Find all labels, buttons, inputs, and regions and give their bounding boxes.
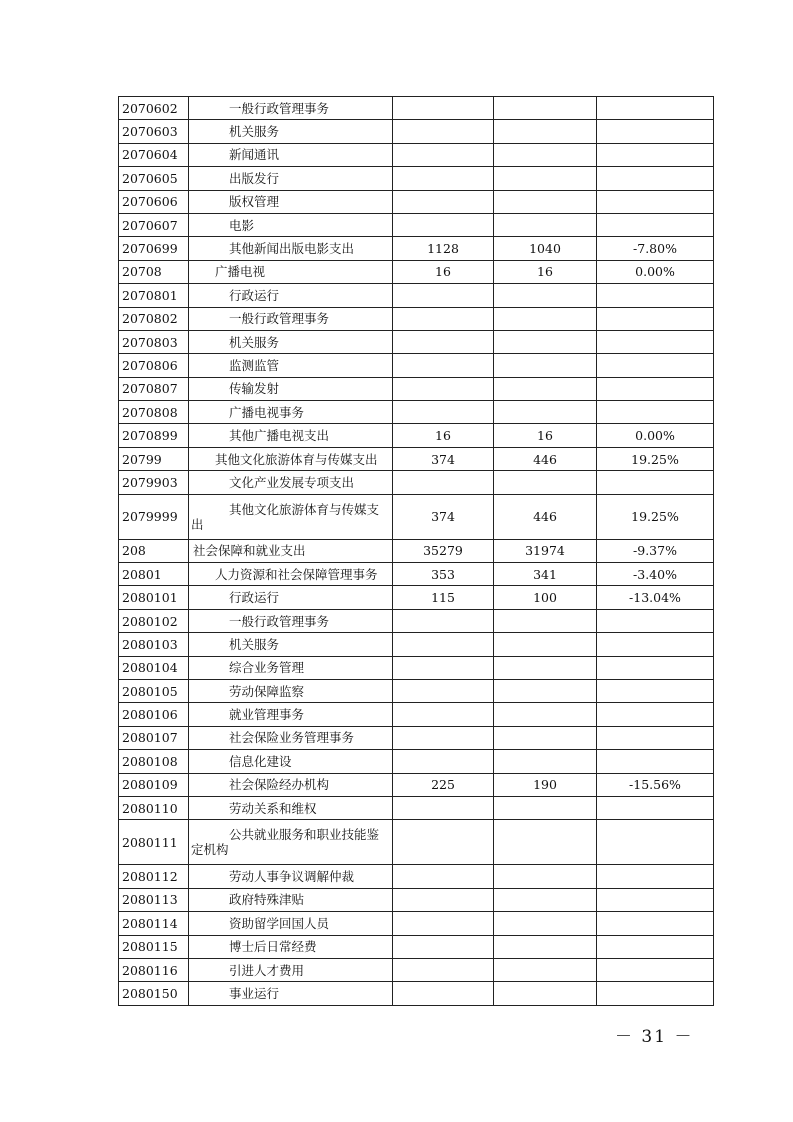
value-cell-2 — [494, 167, 597, 190]
subject-name-cell: 公共就业服务和职业技能鉴定机构 — [189, 820, 393, 865]
subject-code-cell: 2080102 — [119, 609, 189, 632]
change-rate-cell — [597, 726, 714, 749]
value-cell-2 — [494, 190, 597, 213]
value-cell-1 — [393, 865, 494, 888]
change-rate-cell: 19.25% — [597, 494, 714, 539]
table-row — [119, 703, 714, 726]
subject-name-cell: 博士后日常经费 — [189, 935, 393, 958]
value-cell-1 — [393, 912, 494, 935]
value-cell-1: 16 — [393, 424, 494, 447]
value-cell-2: 190 — [494, 773, 597, 796]
subject-name-cell: 行政运行 — [189, 284, 393, 307]
value-cell-2 — [494, 633, 597, 656]
table-row — [119, 750, 714, 773]
table-row — [119, 935, 714, 958]
subject-code-cell: 2080108 — [119, 750, 189, 773]
change-rate-cell — [597, 167, 714, 190]
value-cell-1 — [393, 190, 494, 213]
subject-code-cell: 2080105 — [119, 679, 189, 702]
subject-name-cell: 传输发射 — [189, 377, 393, 400]
subject-code-cell: 2080112 — [119, 865, 189, 888]
table-row — [119, 982, 714, 1005]
table-row — [119, 120, 714, 143]
change-rate-cell — [597, 190, 714, 213]
table-row — [119, 773, 714, 796]
subject-name-cell: 其他文化旅游体育与传媒支出 — [189, 494, 393, 539]
subject-name-cell: 其他新闻出版电影支出 — [189, 237, 393, 260]
table-row — [119, 401, 714, 424]
change-rate-cell: -3.40% — [597, 563, 714, 586]
table-row — [119, 633, 714, 656]
subject-name-cell: 信息化建设 — [189, 750, 393, 773]
change-rate-cell — [597, 935, 714, 958]
table-row — [119, 865, 714, 888]
subject-name-cell: 劳动关系和维权 — [189, 796, 393, 819]
table-row — [119, 424, 714, 447]
subject-name-cell: 版权管理 — [189, 190, 393, 213]
change-rate-cell — [597, 330, 714, 353]
value-cell-2 — [494, 284, 597, 307]
value-cell-1 — [393, 167, 494, 190]
value-cell-1 — [393, 213, 494, 236]
change-rate-cell — [597, 958, 714, 981]
subject-code-cell: 2070803 — [119, 330, 189, 353]
subject-code-cell: 2080101 — [119, 586, 189, 609]
value-cell-1 — [393, 307, 494, 330]
table-row — [119, 377, 714, 400]
subject-name-cell: 行政运行 — [189, 586, 393, 609]
value-cell-2 — [494, 958, 597, 981]
table-row — [119, 494, 714, 539]
subject-code-cell: 2080116 — [119, 958, 189, 981]
value-cell-1 — [393, 401, 494, 424]
value-cell-2 — [494, 865, 597, 888]
value-cell-1 — [393, 982, 494, 1005]
table-row — [119, 539, 714, 562]
subject-code-cell: 2080150 — [119, 982, 189, 1005]
value-cell-2 — [494, 354, 597, 377]
subject-name-cell: 出版发行 — [189, 167, 393, 190]
table-row — [119, 609, 714, 632]
table-row — [119, 330, 714, 353]
subject-name-cell: 就业管理事务 — [189, 703, 393, 726]
subject-code-cell: 2080111 — [119, 820, 189, 865]
subject-name-cell: 广播电视事务 — [189, 401, 393, 424]
table-row — [119, 656, 714, 679]
value-cell-1: 353 — [393, 563, 494, 586]
change-rate-cell — [597, 354, 714, 377]
subject-code-cell: 20799 — [119, 447, 189, 470]
subject-name-cell: 机关服务 — [189, 120, 393, 143]
subject-code-cell: 208 — [119, 539, 189, 562]
subject-name-cell: 机关服务 — [189, 330, 393, 353]
subject-name-cell: 劳动人事争议调解仲裁 — [189, 865, 393, 888]
value-cell-2 — [494, 679, 597, 702]
value-cell-2 — [494, 213, 597, 236]
value-cell-2 — [494, 796, 597, 819]
table-row — [119, 912, 714, 935]
value-cell-1 — [393, 633, 494, 656]
value-cell-2: 16 — [494, 424, 597, 447]
value-cell-2 — [494, 609, 597, 632]
table-row — [119, 354, 714, 377]
table-row — [119, 726, 714, 749]
table-row — [119, 284, 714, 307]
table-row — [119, 447, 714, 470]
table-row — [119, 679, 714, 702]
value-cell-2: 341 — [494, 563, 597, 586]
value-cell-1 — [393, 958, 494, 981]
subject-code-cell: 2070606 — [119, 190, 189, 213]
change-rate-cell — [597, 401, 714, 424]
change-rate-cell — [597, 750, 714, 773]
change-rate-cell — [597, 143, 714, 166]
value-cell-1 — [393, 354, 494, 377]
subject-name-cell: 其他文化旅游体育与传媒支出 — [189, 447, 393, 470]
value-cell-1: 1128 — [393, 237, 494, 260]
change-rate-cell — [597, 912, 714, 935]
value-cell-2 — [494, 703, 597, 726]
change-rate-cell — [597, 656, 714, 679]
value-cell-2: 1040 — [494, 237, 597, 260]
change-rate-cell — [597, 377, 714, 400]
subject-code-cell: 2070603 — [119, 120, 189, 143]
value-cell-2 — [494, 120, 597, 143]
subject-code-cell: 2070699 — [119, 237, 189, 260]
subject-code-cell: 2079903 — [119, 471, 189, 494]
change-rate-cell — [597, 982, 714, 1005]
subject-name-cell: 机关服务 — [189, 633, 393, 656]
subject-code-cell: 2070807 — [119, 377, 189, 400]
subject-name-cell: 监测监管 — [189, 354, 393, 377]
change-rate-cell: -15.56% — [597, 773, 714, 796]
value-cell-2 — [494, 307, 597, 330]
change-rate-cell — [597, 471, 714, 494]
table-row — [119, 820, 714, 865]
subject-name-cell: 广播电视 — [189, 260, 393, 283]
subject-code-cell: 2080114 — [119, 912, 189, 935]
change-rate-cell — [597, 865, 714, 888]
subject-name-cell: 一般行政管理事务 — [189, 609, 393, 632]
change-rate-cell — [597, 97, 714, 120]
value-cell-1 — [393, 750, 494, 773]
value-cell-1: 115 — [393, 586, 494, 609]
value-cell-2: 100 — [494, 586, 597, 609]
subject-name-cell: 一般行政管理事务 — [189, 97, 393, 120]
value-cell-1 — [393, 97, 494, 120]
change-rate-cell — [597, 703, 714, 726]
value-cell-1 — [393, 609, 494, 632]
value-cell-1 — [393, 377, 494, 400]
page-number: － 31 － — [615, 1027, 694, 1047]
subject-code-cell: 2070806 — [119, 354, 189, 377]
change-rate-cell: -13.04% — [597, 586, 714, 609]
value-cell-2: 446 — [494, 494, 597, 539]
budget-table — [118, 96, 714, 1006]
value-cell-2 — [494, 330, 597, 353]
subject-name-cell: 新闻通讯 — [189, 143, 393, 166]
change-rate-cell: 0.00% — [597, 260, 714, 283]
subject-code-cell: 2080107 — [119, 726, 189, 749]
table-row — [119, 796, 714, 819]
value-cell-1 — [393, 284, 494, 307]
table-row — [119, 958, 714, 981]
subject-code-cell: 2080109 — [119, 773, 189, 796]
subject-name-cell: 人力资源和社会保障管理事务 — [189, 563, 393, 586]
change-rate-cell — [597, 888, 714, 911]
value-cell-2 — [494, 401, 597, 424]
table-row — [119, 888, 714, 911]
value-cell-1 — [393, 726, 494, 749]
change-rate-cell — [597, 679, 714, 702]
table-row — [119, 471, 714, 494]
subject-name-cell: 一般行政管理事务 — [189, 307, 393, 330]
value-cell-1 — [393, 820, 494, 865]
subject-code-cell: 20708 — [119, 260, 189, 283]
subject-code-cell: 2070808 — [119, 401, 189, 424]
subject-code-cell: 2070801 — [119, 284, 189, 307]
value-cell-2 — [494, 97, 597, 120]
table-row — [119, 563, 714, 586]
table-row — [119, 586, 714, 609]
value-cell-2 — [494, 726, 597, 749]
subject-name-cell: 电影 — [189, 213, 393, 236]
change-rate-cell — [597, 213, 714, 236]
subject-code-cell: 2080104 — [119, 656, 189, 679]
subject-name-cell: 社会保障和就业支出 — [189, 539, 393, 562]
subject-code-cell: 2080110 — [119, 796, 189, 819]
value-cell-1: 374 — [393, 447, 494, 470]
subject-code-cell: 2070802 — [119, 307, 189, 330]
subject-name-cell: 社会保险业务管理事务 — [189, 726, 393, 749]
change-rate-cell: 19.25% — [597, 447, 714, 470]
subject-code-cell: 2070604 — [119, 143, 189, 166]
subject-name-cell: 劳动保障监察 — [189, 679, 393, 702]
subject-code-cell: 20801 — [119, 563, 189, 586]
subject-name-cell: 引进人才费用 — [189, 958, 393, 981]
table-row — [119, 167, 714, 190]
value-cell-1 — [393, 330, 494, 353]
value-cell-1: 374 — [393, 494, 494, 539]
subject-code-cell: 2080115 — [119, 935, 189, 958]
subject-code-cell: 2080103 — [119, 633, 189, 656]
value-cell-2: 16 — [494, 260, 597, 283]
subject-name-cell: 资助留学回国人员 — [189, 912, 393, 935]
subject-code-cell: 2079999 — [119, 494, 189, 539]
subject-code-cell: 2080113 — [119, 888, 189, 911]
subject-code-cell: 2080106 — [119, 703, 189, 726]
value-cell-1: 225 — [393, 773, 494, 796]
subject-code-cell: 2070899 — [119, 424, 189, 447]
change-rate-cell — [597, 633, 714, 656]
change-rate-cell: 0.00% — [597, 424, 714, 447]
value-cell-1 — [393, 888, 494, 911]
subject-name-cell: 事业运行 — [189, 982, 393, 1005]
subject-code-cell: 2070602 — [119, 97, 189, 120]
value-cell-1: 16 — [393, 260, 494, 283]
subject-code-cell: 2070607 — [119, 213, 189, 236]
value-cell-2: 31974 — [494, 539, 597, 562]
value-cell-2 — [494, 820, 597, 865]
value-cell-1 — [393, 679, 494, 702]
subject-code-cell: 2070605 — [119, 167, 189, 190]
change-rate-cell: -9.37% — [597, 539, 714, 562]
change-rate-cell — [597, 609, 714, 632]
value-cell-1 — [393, 656, 494, 679]
subject-name-cell: 其他广播电视支出 — [189, 424, 393, 447]
table-row — [119, 143, 714, 166]
change-rate-cell — [597, 120, 714, 143]
table-row — [119, 213, 714, 236]
subject-name-cell: 综合业务管理 — [189, 656, 393, 679]
table-row — [119, 260, 714, 283]
value-cell-1 — [393, 143, 494, 166]
value-cell-1 — [393, 471, 494, 494]
value-cell-2 — [494, 143, 597, 166]
value-cell-2 — [494, 377, 597, 400]
value-cell-2 — [494, 935, 597, 958]
table-row — [119, 190, 714, 213]
change-rate-cell — [597, 284, 714, 307]
value-cell-2 — [494, 888, 597, 911]
value-cell-2: 446 — [494, 447, 597, 470]
change-rate-cell — [597, 820, 714, 865]
subject-name-cell: 社会保险经办机构 — [189, 773, 393, 796]
value-cell-1 — [393, 703, 494, 726]
budget-table-body — [119, 97, 714, 1006]
value-cell-1 — [393, 935, 494, 958]
change-rate-cell: -7.80% — [597, 237, 714, 260]
subject-name-cell: 政府特殊津贴 — [189, 888, 393, 911]
value-cell-1 — [393, 796, 494, 819]
subject-name-cell: 文化产业发展专项支出 — [189, 471, 393, 494]
value-cell-2 — [494, 656, 597, 679]
table-row — [119, 307, 714, 330]
value-cell-2 — [494, 982, 597, 1005]
value-cell-1 — [393, 120, 494, 143]
change-rate-cell — [597, 307, 714, 330]
value-cell-1: 35279 — [393, 539, 494, 562]
value-cell-2 — [494, 750, 597, 773]
change-rate-cell — [597, 796, 714, 819]
table-row — [119, 97, 714, 120]
value-cell-2 — [494, 912, 597, 935]
value-cell-2 — [494, 471, 597, 494]
table-row — [119, 237, 714, 260]
